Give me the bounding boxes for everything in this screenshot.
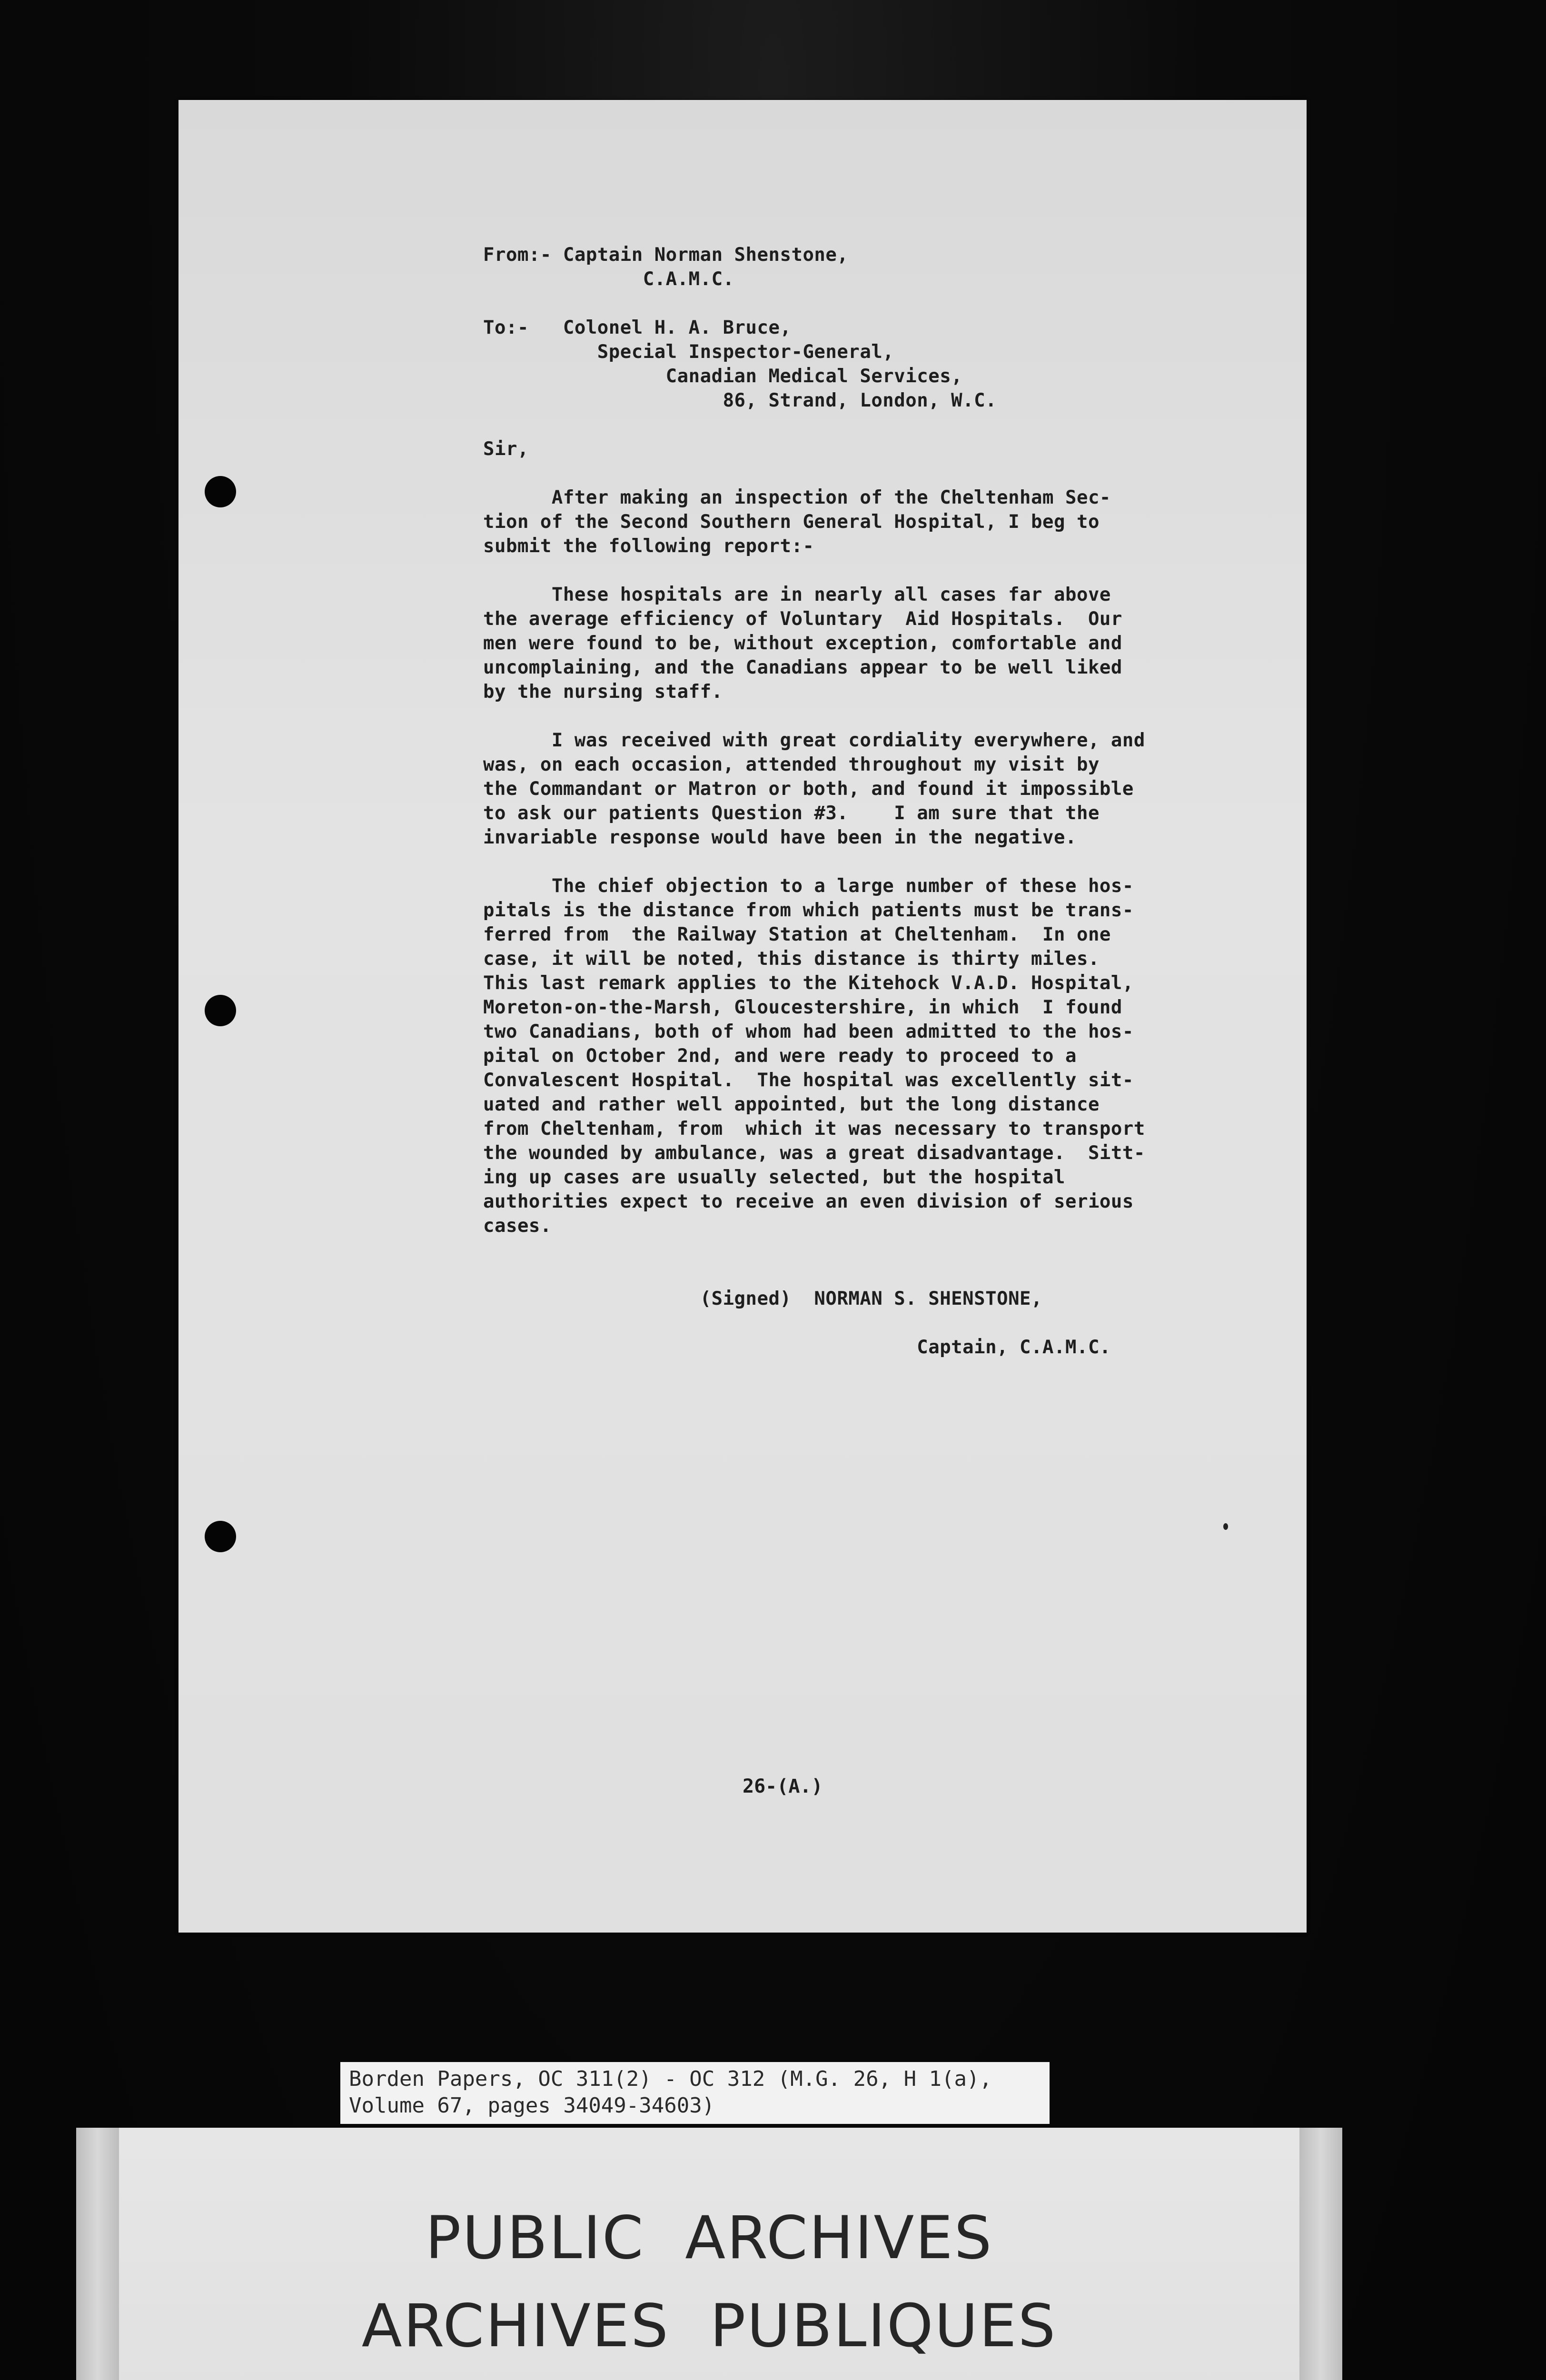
letter-line: uncomplaining, and the Canadians appear to be well liked bbox=[483, 657, 1122, 678]
letter-line: 86, Strand, London, W.C. bbox=[483, 390, 997, 411]
letter-line: to ask our patients Question #3. I am sure that the bbox=[483, 803, 1100, 824]
page-number: 26-(A.) bbox=[743, 1775, 823, 1797]
letter-line: Captain, C.A.M.C. bbox=[483, 1337, 1111, 1358]
letter-line: two Canadians, both of whom had been admitted to the hos- bbox=[483, 1021, 1134, 1042]
ink-speck bbox=[1223, 1523, 1228, 1530]
letter-line: (Signed) NORMAN S. SHENSTONE, bbox=[483, 1288, 1043, 1309]
letter-line: from Cheltenham, from which it was necessary to transport bbox=[483, 1118, 1145, 1140]
punch-hole bbox=[205, 1521, 236, 1552]
letter-line: case, it will be noted, this distance is thirty miles. bbox=[483, 948, 1100, 970]
letter-line: Convalescent Hospital. The hospital was excellently sit- bbox=[483, 1070, 1134, 1091]
letter-line: Sir, bbox=[483, 438, 529, 460]
letter-line bbox=[483, 461, 1340, 486]
letter-line: C.A.M.C. bbox=[483, 268, 734, 290]
letter-body bbox=[483, 243, 1340, 1359]
letter-line bbox=[483, 850, 1340, 874]
letter-line bbox=[483, 291, 1340, 316]
letter-line: From:- Captain Norman Shenstone, bbox=[483, 244, 849, 266]
letter-line: Canadian Medical Services, bbox=[483, 366, 963, 387]
letter-line bbox=[483, 1262, 1340, 1287]
letter-page bbox=[178, 100, 1307, 1933]
letter-line: cases. bbox=[483, 1215, 552, 1237]
stamp-title-english: PUBLIC ARCHIVES bbox=[425, 2204, 993, 2272]
letter-line bbox=[483, 1238, 1340, 1262]
letter-line: pitals is the distance from which patients must be trans- bbox=[483, 900, 1134, 921]
letter-line bbox=[483, 704, 1340, 728]
letter-line: the wounded by ambulance, was a great disadvantage. Sitt- bbox=[483, 1142, 1145, 1164]
letter-line: After making an inspection of the Cheltenham Sec- bbox=[483, 487, 1111, 508]
letter-line: The chief objection to a large number of these hos- bbox=[483, 875, 1134, 897]
reference-label bbox=[340, 2062, 1050, 2124]
letter-line: authorities expect to receive an even division of serious bbox=[483, 1191, 1134, 1212]
letter-line: invariable response would have been in the negative. bbox=[483, 827, 1077, 848]
reference-line: Borden Papers, OC 311(2) - OC 312 (M.G. 26, H 1(a), bbox=[349, 2067, 992, 2091]
letter-line: ferred from the Railway Station at Cheltenham. In one bbox=[483, 924, 1111, 945]
letter-line: pital on October 2nd, and were ready to proceed to a bbox=[483, 1045, 1077, 1067]
punch-hole bbox=[205, 995, 236, 1026]
reference-line: Volume 67, pages 34049-34603) bbox=[349, 2093, 715, 2118]
letter-line: To:- Colonel H. A. Bruce, bbox=[483, 317, 792, 338]
punch-hole bbox=[205, 476, 236, 507]
letter-line: ing up cases are usually selected, but the hospital bbox=[483, 1167, 1065, 1188]
letter-line: I was received with great cordiality everywhere, and bbox=[483, 730, 1145, 751]
letter-line: the Commandant or Matron or both, and found it impossible bbox=[483, 778, 1134, 800]
letter-line: was, on each occasion, attended throughout my visit by bbox=[483, 754, 1100, 775]
letter-line: the average efficiency of Voluntary Aid Hospitals. Our bbox=[483, 608, 1122, 630]
letter-line: men were found to be, without exception, comfortable and bbox=[483, 633, 1122, 654]
letter-line: tion of the Second Southern General Hospital, I beg to bbox=[483, 511, 1100, 533]
letter-line bbox=[483, 1311, 1340, 1335]
letter-line: These hospitals are in nearly all cases far above bbox=[483, 584, 1111, 605]
letter-line: submit the following report:- bbox=[483, 536, 814, 557]
letter-line: Special Inspector-General, bbox=[483, 341, 894, 363]
stamp-title-french: ARCHIVES PUBLIQUES bbox=[361, 2292, 1057, 2360]
letter-line: This last remark applies to the Kitehock V.A.D. Hospital, bbox=[483, 972, 1134, 994]
letter-line bbox=[483, 413, 1340, 437]
letter-line: uated and rather well appointed, but the long distance bbox=[483, 1094, 1100, 1115]
letter-line: by the nursing staff. bbox=[483, 681, 723, 703]
archive-stamp bbox=[76, 2128, 1342, 2380]
letter-line: Moreton-on-the-Marsh, Gloucestershire, in which I found bbox=[483, 997, 1122, 1018]
letter-line bbox=[483, 558, 1340, 583]
